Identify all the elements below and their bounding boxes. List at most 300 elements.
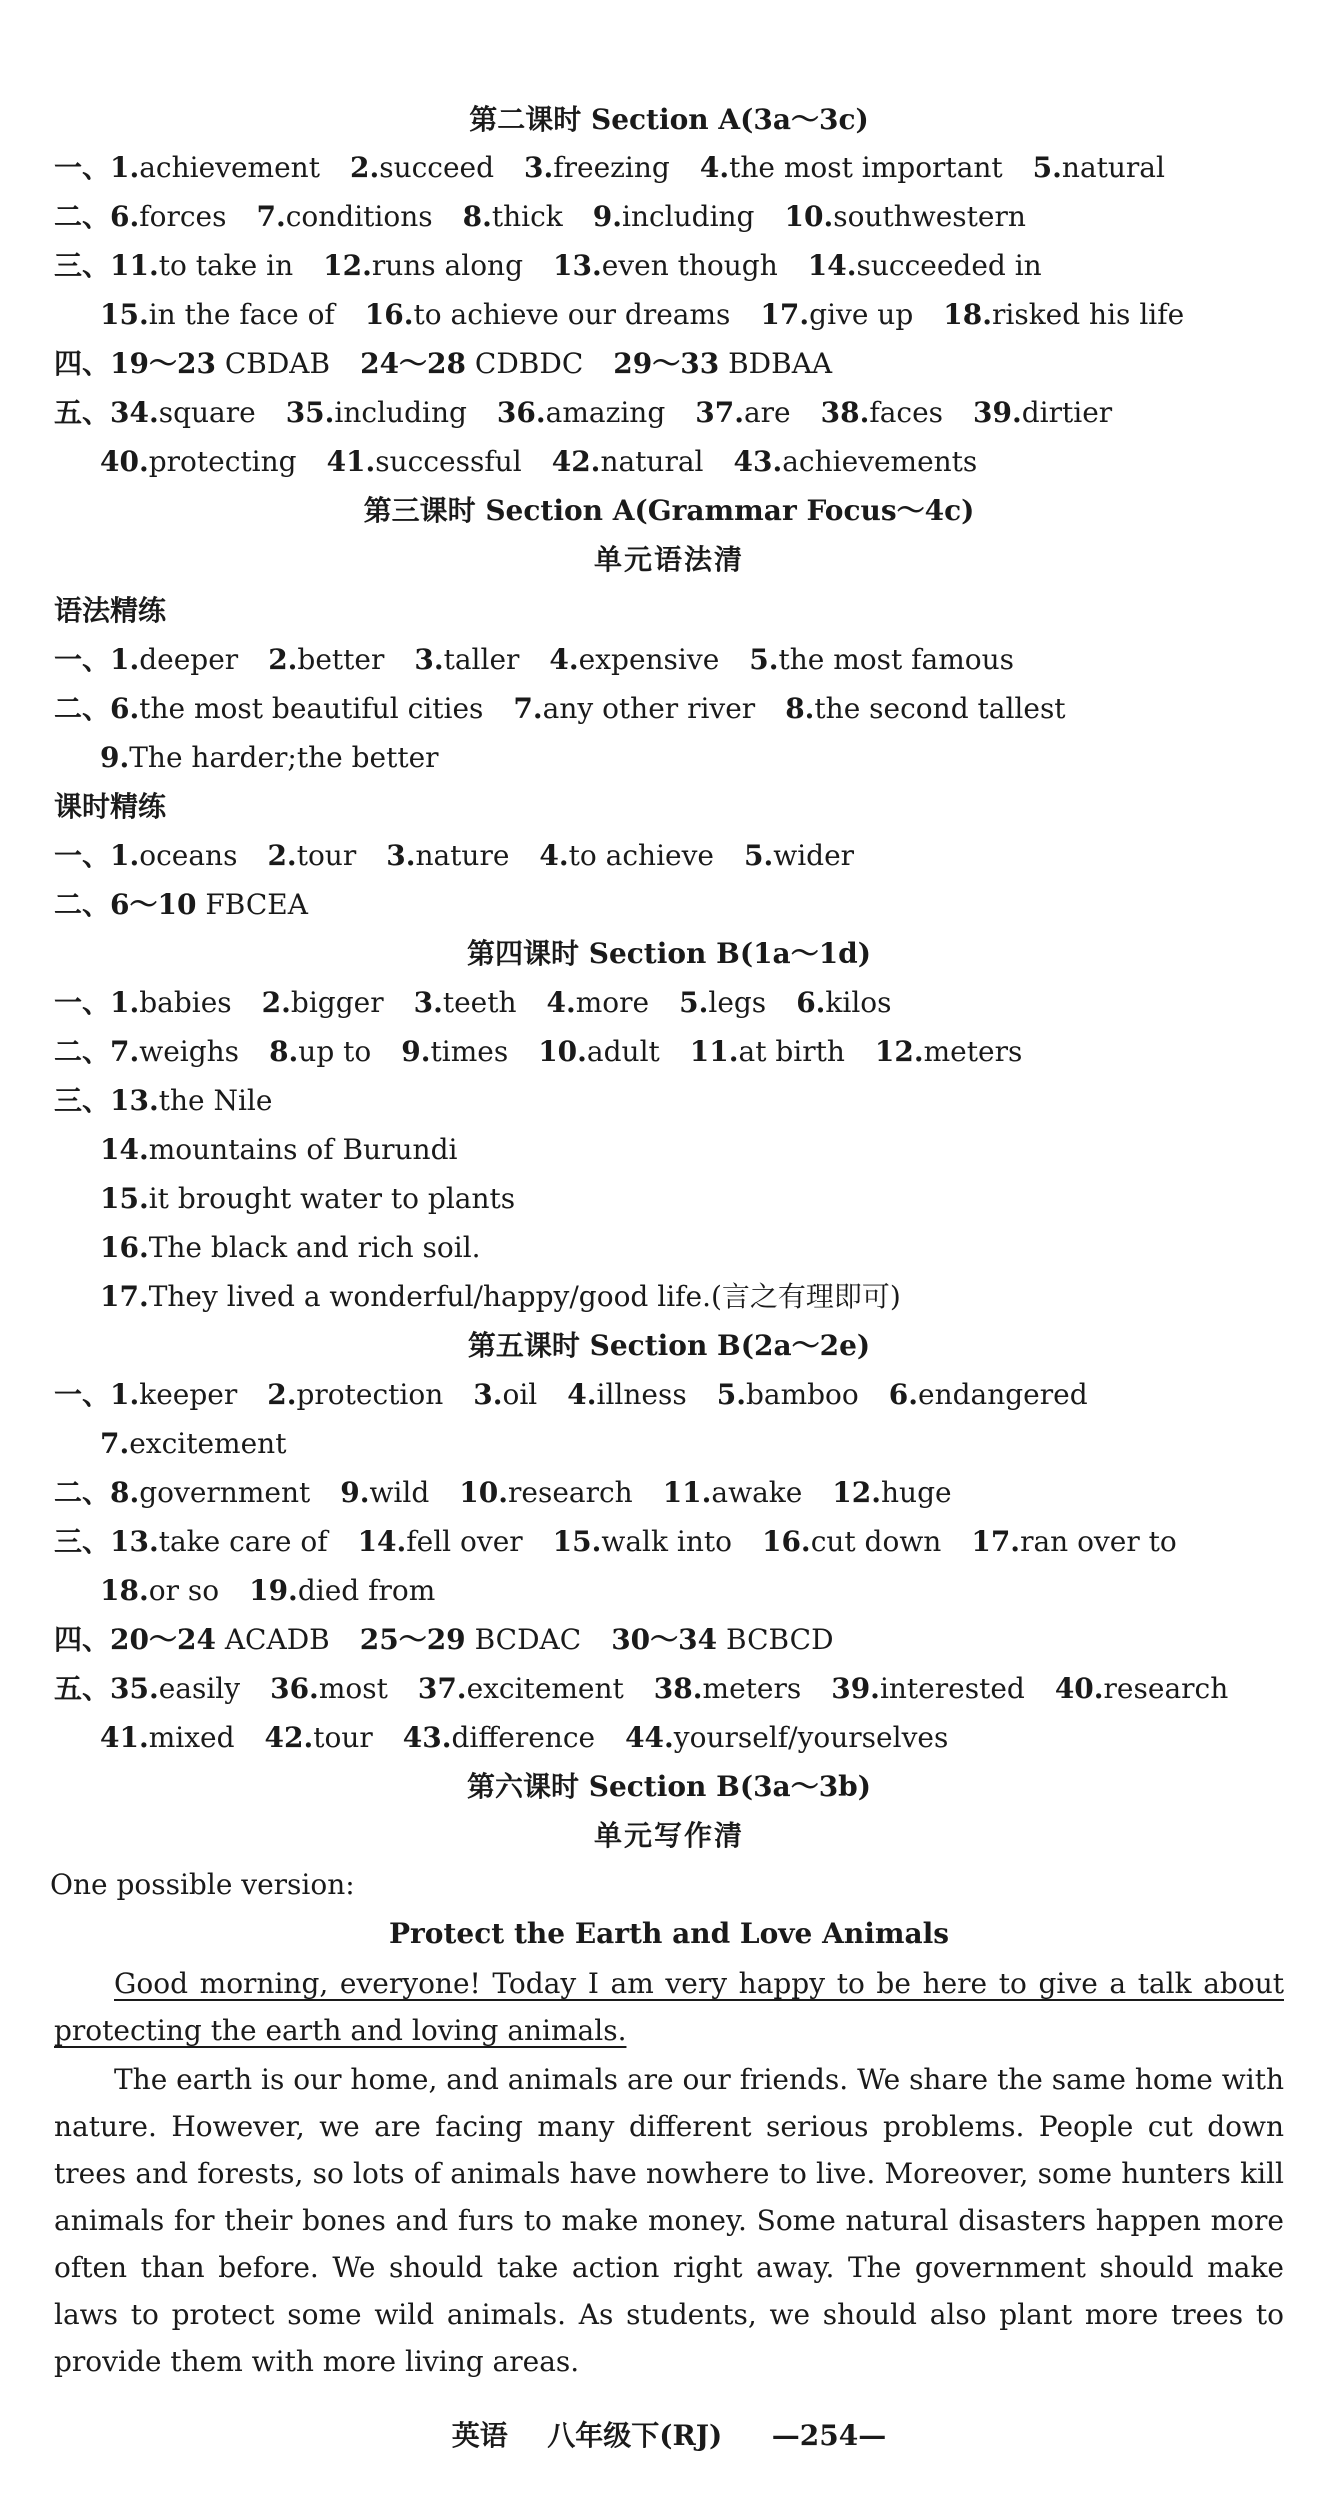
answer-number: 15.: [552, 1525, 602, 1558]
answer-line: [100, 295, 1214, 335]
answer-text: They lived a wonderful/happy/good life.(言之有理即可): [148, 1280, 901, 1313]
answer-number: 3.: [386, 839, 416, 872]
answer-number: 4.: [546, 986, 576, 1019]
answer-item: [268, 640, 384, 680]
answer-number: 8.: [785, 692, 815, 725]
page-footer: [0, 2416, 1338, 2456]
answer-item: [717, 1375, 859, 1415]
answer-text: ran over to: [1020, 1525, 1177, 1558]
answer-number: 7.: [100, 1427, 130, 1460]
answer-number: 29～33: [613, 347, 720, 380]
answer-text: conditions: [285, 200, 433, 233]
answer-item: [54, 983, 232, 1023]
answer-item: [784, 197, 1025, 237]
answer-number: 16.: [100, 1231, 149, 1264]
answer-text: huge: [881, 1476, 952, 1509]
answer-text: forces: [139, 200, 227, 233]
answer-number: 39.: [831, 1672, 880, 1705]
answer-number: 3.: [524, 151, 554, 184]
answer-item: [401, 1032, 508, 1072]
answer-item: [365, 295, 731, 335]
answer-text: The black and rich soil.: [148, 1231, 481, 1264]
answer-line: [54, 1620, 864, 1660]
answer-text: successful: [375, 445, 522, 478]
answer-item: [256, 197, 432, 237]
answer-text: natural: [1061, 151, 1165, 184]
answer-number: 39.: [973, 396, 1022, 429]
answer-item: [100, 738, 439, 778]
answer-number: 4.: [549, 643, 579, 676]
answer-line: [54, 344, 862, 384]
answer-text: tour: [296, 839, 357, 872]
answer-item: [762, 1522, 941, 1562]
answer-text: amazing: [545, 396, 666, 429]
answer-text: the most beautiful cities: [139, 692, 484, 725]
answer-item: [100, 1571, 219, 1611]
answer-number: 3.: [413, 986, 443, 1019]
answer-item: [459, 1473, 632, 1513]
answer-number: 8.: [462, 200, 492, 233]
answer-number: 7.: [513, 692, 543, 725]
answer-text: babies: [139, 986, 232, 1019]
answer-text: to achieve: [568, 839, 714, 872]
answer-text: freezing: [553, 151, 670, 184]
answer-text: adult: [586, 1035, 660, 1068]
answer-text: are: [743, 396, 791, 429]
answer-item: [553, 246, 778, 286]
answer-item: [808, 246, 1042, 286]
heading-grammar-practice: 语法精练: [54, 594, 167, 627]
answer-item: [54, 1375, 237, 1415]
answer-number: 37.: [695, 396, 744, 429]
footer-page-number: —254—: [771, 2419, 887, 2452]
answer-line: [54, 1473, 982, 1513]
answer-text: risked his life: [991, 298, 1185, 331]
section-title-3: 第三课时 Section A(Grammar Focus～4c): [363, 494, 975, 527]
answer-item: [100, 1179, 515, 1219]
answer-number: 41.: [326, 445, 376, 478]
answer-line: [100, 1718, 978, 1758]
answer-item: [350, 148, 494, 188]
answer-item: [785, 689, 1065, 729]
answer-item: [54, 1620, 330, 1660]
answer-number: 14.: [807, 249, 857, 282]
answer-number: 五、35.: [54, 1672, 159, 1705]
answer-item: [327, 442, 522, 482]
answer-text: weighs: [139, 1035, 240, 1068]
answer-text: excitement: [129, 1427, 287, 1460]
answer-line: [100, 1277, 931, 1317]
answer-text: the Nile: [158, 1084, 273, 1117]
answer-item: [553, 1522, 732, 1562]
answer-number: 5.: [716, 1378, 746, 1411]
answer-text: more: [575, 986, 650, 1019]
section-title-6: 第六课时 Section B(3a～3b): [466, 1770, 872, 1803]
answer-item: [889, 1375, 1088, 1415]
answer-text: teeth: [442, 986, 517, 1019]
answer-item: [414, 983, 517, 1023]
answer-item: [524, 148, 670, 188]
answer-line: [54, 148, 1195, 188]
answer-line: [54, 689, 1096, 729]
essay-paragraph-1-text: Good morning, everyone! Today I am very happy to be here to give a talk about protecting the earth and loving animals.: [54, 1967, 1284, 2047]
answer-number: 9.: [592, 200, 622, 233]
answer-text: easily: [158, 1672, 241, 1705]
answer-item: [749, 640, 1014, 680]
answer-number: 11.: [662, 1476, 712, 1509]
answer-number: 40.: [100, 445, 149, 478]
answer-item: [403, 1718, 595, 1758]
essay-paragraph-2: The earth is our home, and animals are our friends. We share the same home with nature. However, we are facing many different serious problems. People cut down trees and forests, so lots of animals have nowhere to live. Moreover, some hunters kill animals for their bones and furs to make money. Some natural disasters happen more often than before. We should take action right away. The government should make laws to protect some wild animals. As students, we should also plant more trees to provide them with more living areas.: [54, 2063, 1284, 2378]
answer-text: difference: [451, 1721, 596, 1754]
answer-item: [269, 1032, 371, 1072]
answer-item: [100, 1130, 457, 1170]
answer-item: [549, 640, 719, 680]
answer-number: 38.: [653, 1672, 703, 1705]
answer-text: square: [158, 396, 256, 429]
answer-text: died from: [297, 1574, 436, 1607]
answer-line: [54, 983, 922, 1023]
section-subtitle-grammar: 单元语法清: [593, 543, 744, 576]
answer-text: ACADB: [215, 1623, 330, 1656]
answer-item: [679, 983, 766, 1023]
answer-number: 9.: [100, 741, 130, 774]
answer-number: 25～29: [359, 1623, 466, 1656]
answer-text: kilos: [825, 986, 892, 1019]
answer-text: the most important: [729, 151, 1003, 184]
answer-text: illness: [596, 1378, 687, 1411]
answer-line: [54, 1032, 1052, 1072]
answer-item: [360, 344, 583, 384]
answer-item: [625, 1718, 948, 1758]
answer-number: 18.: [100, 1574, 149, 1607]
answer-text: bamboo: [745, 1378, 859, 1411]
answer-text: runs along: [371, 249, 524, 282]
answer-number: 一、1.: [54, 151, 140, 184]
answer-text: endangered: [918, 1378, 1088, 1411]
answer-number: 10.: [784, 200, 834, 233]
answer-item: [358, 1522, 523, 1562]
answer-item: [418, 1669, 624, 1709]
answer-text: dirtier: [1021, 396, 1113, 429]
answer-item: [265, 1718, 373, 1758]
answer-number: 6.: [796, 986, 826, 1019]
answer-number: 43.: [733, 445, 783, 478]
answer-text: taller: [443, 643, 520, 676]
answer-text: succeeded in: [856, 249, 1042, 282]
answer-item: [552, 442, 704, 482]
answer-item: [54, 344, 330, 384]
answer-line: [54, 885, 338, 925]
answer-text: including: [621, 200, 755, 233]
answer-text: achievement: [139, 151, 320, 184]
answer-number: 4.: [699, 151, 730, 184]
answer-item: [796, 983, 891, 1023]
answer-text: it brought water to plants: [148, 1182, 516, 1215]
answer-line: [54, 1669, 1258, 1709]
answer-item: [286, 393, 467, 433]
answer-number: 18.: [943, 298, 992, 331]
answer-number: 11.: [689, 1035, 739, 1068]
answer-item: [249, 1571, 435, 1611]
answer-number: 5.: [679, 986, 709, 1019]
answer-number: 14.: [100, 1133, 149, 1166]
answer-item: [821, 393, 943, 433]
answer-line: [54, 836, 884, 876]
answer-number: 44.: [625, 1721, 674, 1754]
answer-item: [54, 1473, 310, 1513]
answer-text: the second tallest: [814, 692, 1066, 725]
answer-item: [100, 442, 297, 482]
answer-number: 二、6～10: [54, 888, 197, 921]
answer-number: 2.: [349, 151, 380, 184]
section-title-2: 第二课时 Section A(3a～3c): [469, 103, 869, 136]
answer-line: [100, 442, 1007, 482]
answer-item: [100, 1228, 481, 1268]
answer-text: research: [508, 1476, 633, 1509]
answer-item: [54, 1522, 328, 1562]
answer-number: 6.: [888, 1378, 918, 1411]
answer-item: [54, 393, 256, 433]
answer-text: achievements: [782, 445, 978, 478]
answer-item: [663, 1473, 803, 1513]
answer-text: natural: [600, 445, 704, 478]
answer-line: [100, 1130, 487, 1170]
answer-line: [54, 1375, 1118, 1415]
answer-text: give up: [809, 298, 914, 331]
answer-text: thick: [491, 200, 563, 233]
answer-text: including: [334, 396, 467, 429]
answer-number: 36.: [270, 1672, 319, 1705]
answer-line: [54, 1081, 302, 1121]
answer-number: 40.: [1054, 1672, 1104, 1705]
answer-item: [1055, 1669, 1228, 1709]
answer-item: [54, 689, 483, 729]
answer-text: most: [318, 1672, 388, 1705]
answer-text: meters: [923, 1035, 1023, 1068]
answer-text: southwestern: [833, 200, 1026, 233]
answer-text: FBCEA: [196, 888, 308, 921]
answer-text: mountains of Burundi: [148, 1133, 458, 1166]
answer-item: [54, 1032, 239, 1072]
answer-text: walk into: [601, 1525, 732, 1558]
answer-item: [100, 1424, 286, 1464]
answer-line: [54, 246, 1072, 286]
answer-number: 19.: [249, 1574, 298, 1607]
answer-text: times: [430, 1035, 509, 1068]
answer-text: CDBDC: [466, 347, 584, 380]
answer-text: to achieve our dreams: [413, 298, 731, 331]
answer-number: 15.: [100, 298, 149, 331]
answer-number: 2.: [261, 986, 291, 1019]
section-title-5: 第五课时 Section B(2a～2e): [467, 1329, 871, 1362]
answer-line: [100, 1424, 316, 1464]
answer-item: [539, 836, 714, 876]
answer-text: in the face of: [148, 298, 335, 331]
answer-number: 三、13.: [54, 1084, 159, 1117]
answer-item: [695, 393, 790, 433]
answer-item: [832, 1473, 951, 1513]
answer-item: [690, 1032, 845, 1072]
answer-number: 14.: [357, 1525, 407, 1558]
answer-text: tour: [313, 1721, 373, 1754]
answer-number: 38.: [820, 396, 870, 429]
answer-item: [971, 1522, 1176, 1562]
answer-item: [54, 836, 237, 876]
answer-number: 12.: [323, 249, 372, 282]
answer-number: 二、6.: [54, 692, 140, 725]
answer-text: better: [297, 643, 385, 676]
answer-text: BDBAA: [719, 347, 833, 380]
answer-number: 一、1.: [54, 643, 140, 676]
answer-line: [54, 1522, 1207, 1562]
essay-title: Protect the Earth and Love Animals: [389, 1917, 949, 1950]
answer-text: the most famous: [778, 643, 1015, 676]
answer-text: fell over: [406, 1525, 523, 1558]
answer-number: 9.: [340, 1476, 370, 1509]
answer-number: 2.: [267, 839, 297, 872]
answer-number: 17.: [100, 1280, 149, 1313]
answer-text: The harder;the better: [129, 741, 439, 774]
answer-line: [100, 1228, 511, 1268]
answer-line: [54, 393, 1142, 433]
answer-text: BCDAC: [465, 1623, 582, 1656]
answer-text: oil: [502, 1378, 538, 1411]
answer-number: 7.: [256, 200, 286, 233]
answer-item: [1033, 148, 1165, 188]
answer-item: [567, 1375, 686, 1415]
answer-text: oceans: [139, 839, 238, 872]
answer-item: [760, 295, 913, 335]
answer-item: [323, 246, 523, 286]
answer-text: awake: [711, 1476, 803, 1509]
answer-item: [360, 1620, 581, 1660]
answer-number: 12.: [832, 1476, 882, 1509]
answer-item: [973, 393, 1112, 433]
answer-item: [100, 1718, 235, 1758]
answer-text: succeed: [379, 151, 495, 184]
answer-item: [497, 393, 665, 433]
answer-line: [100, 1571, 465, 1611]
section-title-4: 第四课时 Section B(1a～1d): [466, 937, 872, 970]
answer-number: 41.: [100, 1721, 149, 1754]
answer-text: BCBCD: [717, 1623, 834, 1656]
answer-number: 43.: [402, 1721, 452, 1754]
answer-line: [54, 197, 1056, 237]
answer-number: 12.: [874, 1035, 924, 1068]
answer-item: [267, 1375, 443, 1415]
answer-number: 3.: [414, 643, 444, 676]
answer-line: [100, 1179, 545, 1219]
answer-item: [611, 1620, 833, 1660]
answer-number: 10.: [459, 1476, 508, 1509]
answer-text: even though: [601, 249, 778, 282]
answer-text: wider: [773, 839, 855, 872]
answer-text: take care of: [158, 1525, 328, 1558]
answer-item: [547, 983, 650, 1023]
answer-text: yourself/yourselves: [673, 1721, 949, 1754]
answer-item: [744, 836, 854, 876]
answer-text: CBDAB: [215, 347, 331, 380]
answer-item: [700, 148, 1003, 188]
answer-item: [54, 885, 308, 925]
answer-text: government: [139, 1476, 311, 1509]
answer-number: 二、7.: [54, 1035, 140, 1068]
answer-item: [54, 246, 293, 286]
section-subtitle-writing: 单元写作清: [593, 1819, 744, 1852]
answer-item: [270, 1669, 388, 1709]
answer-text: protecting: [148, 445, 297, 478]
answer-number: 5.: [749, 643, 779, 676]
answer-number: 10.: [538, 1035, 587, 1068]
answer-text: keeper: [139, 1378, 238, 1411]
answer-number: 三、13.: [54, 1525, 159, 1558]
answer-text: nature: [415, 839, 510, 872]
answer-number: 4.: [539, 839, 569, 872]
answer-text: legs: [708, 986, 767, 1019]
answer-number: 4.: [567, 1378, 597, 1411]
answer-item: [386, 836, 509, 876]
answer-number: 四、20～24: [54, 1623, 216, 1656]
answer-item: [875, 1032, 1022, 1072]
answer-item: [262, 983, 384, 1023]
answer-text: cut down: [810, 1525, 942, 1558]
answer-item: [54, 640, 238, 680]
answer-text: protection: [296, 1378, 444, 1411]
answer-number: 36.: [496, 396, 546, 429]
essay-intro: One possible version:: [50, 1868, 355, 1901]
answer-line: [54, 640, 1044, 680]
answer-text: faces: [869, 396, 944, 429]
answer-text: deeper: [139, 643, 239, 676]
answer-item: [654, 1669, 801, 1709]
answer-number: 30～34: [611, 1623, 718, 1656]
answer-item: [473, 1375, 537, 1415]
answer-text: mixed: [148, 1721, 235, 1754]
answer-number: 16.: [364, 298, 414, 331]
answer-item: [54, 1669, 240, 1709]
answer-text: wild: [369, 1476, 430, 1509]
answer-number: 二、8.: [54, 1476, 140, 1509]
answer-text: research: [1103, 1672, 1229, 1705]
answer-item: [538, 1032, 660, 1072]
answer-item: [267, 836, 356, 876]
answer-item: [100, 295, 335, 335]
answer-number: 2.: [268, 643, 298, 676]
answer-number: 四、19～23: [54, 347, 216, 380]
answer-item: [100, 1277, 901, 1317]
essay-paragraph-1: [54, 1960, 1284, 2054]
answer-number: 15.: [100, 1182, 149, 1215]
answer-number: 五、34.: [54, 396, 159, 429]
answer-item: [831, 1669, 1025, 1709]
answer-item: [593, 197, 755, 237]
answer-text: expensive: [578, 643, 720, 676]
answer-text: bigger: [290, 986, 384, 1019]
answer-line: [100, 738, 469, 778]
footer-subject: 英语: [451, 2419, 508, 2452]
answer-item: [943, 295, 1184, 335]
answer-number: 3.: [473, 1378, 503, 1411]
answer-number: 35.: [285, 396, 335, 429]
answer-number: 二、6.: [54, 200, 140, 233]
answer-item: [613, 344, 832, 384]
answer-number: 5.: [744, 839, 774, 872]
answer-number: 17.: [760, 298, 810, 331]
answer-number: 37.: [417, 1672, 467, 1705]
answer-number: 42.: [551, 445, 601, 478]
answer-number: 13.: [553, 249, 602, 282]
